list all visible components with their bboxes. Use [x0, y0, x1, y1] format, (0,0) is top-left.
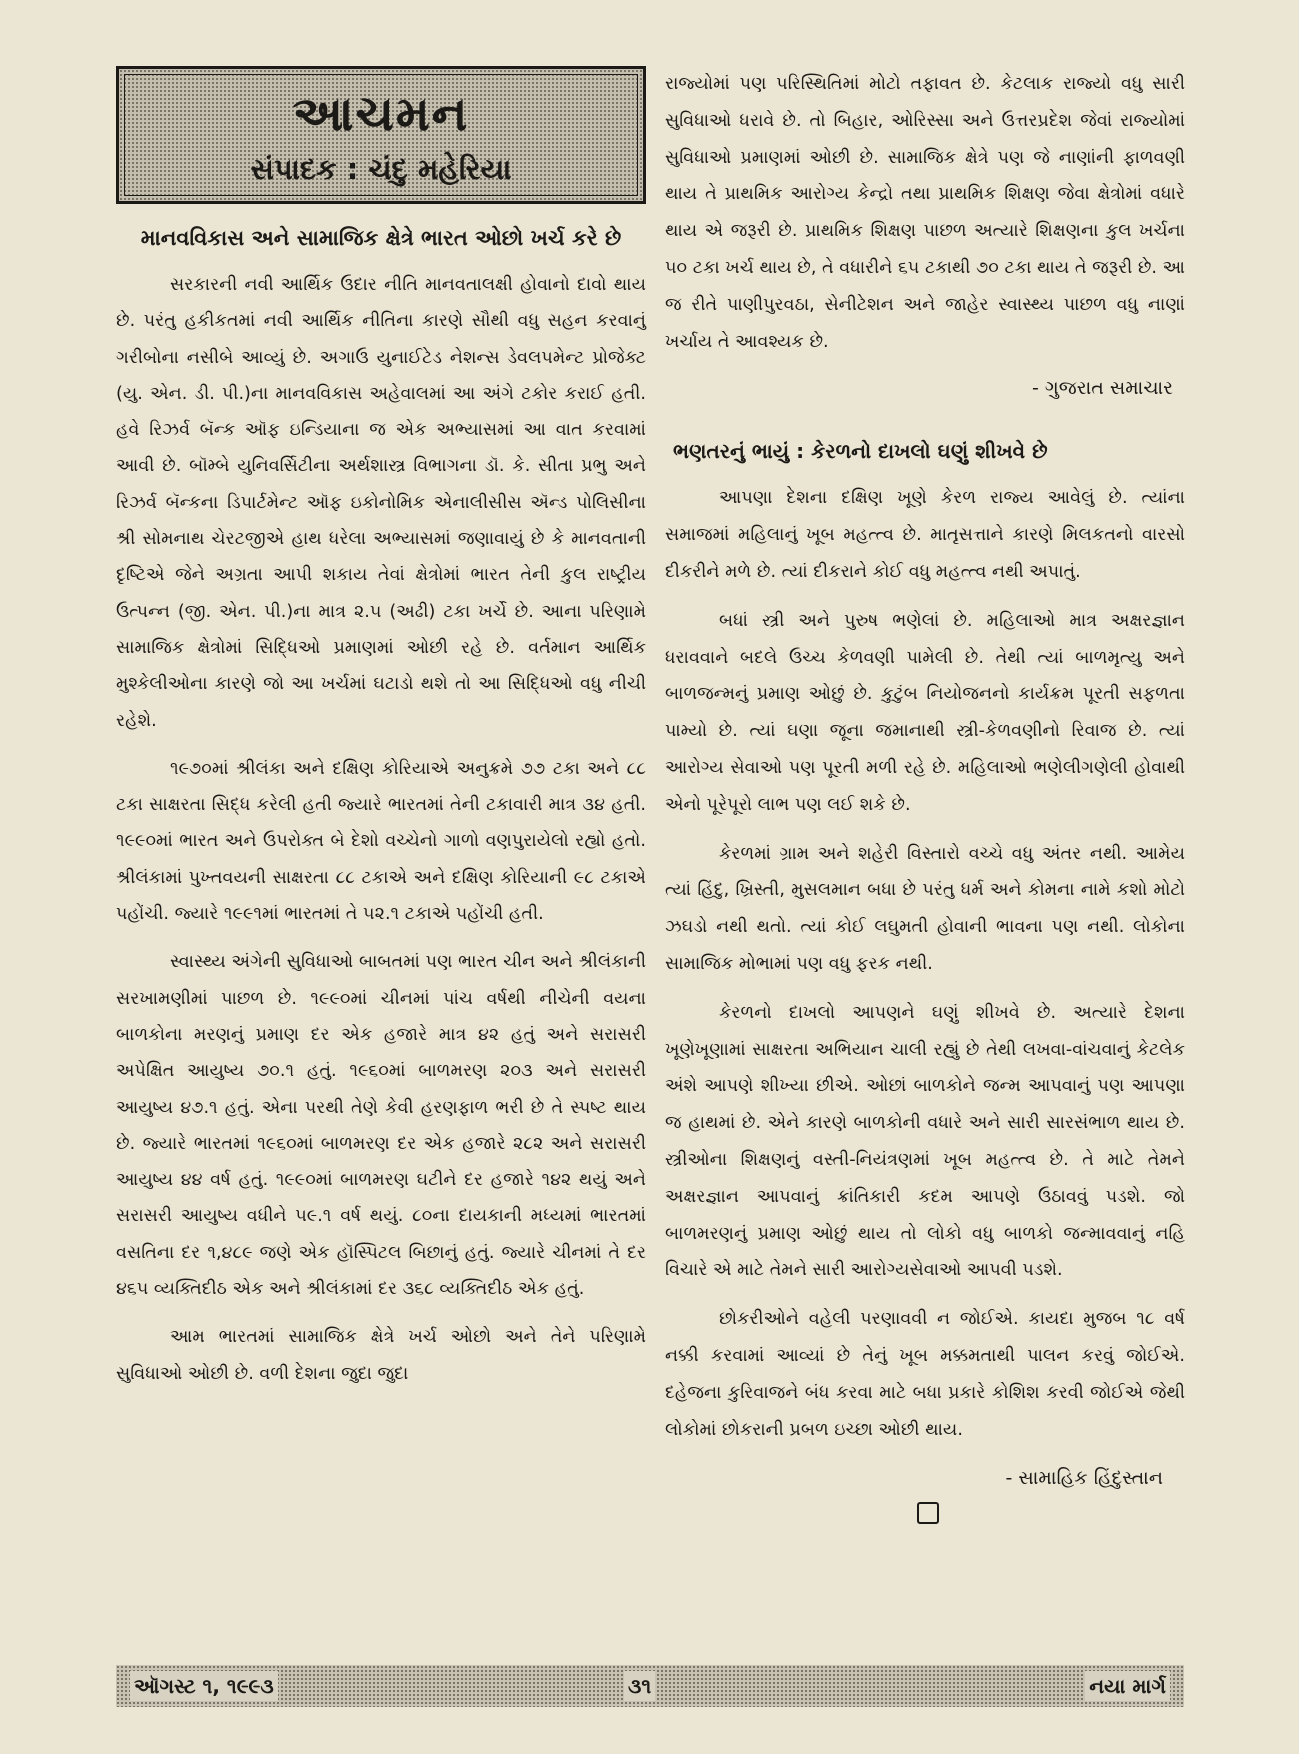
article1-source: - ગુજરાત સમાચાર — [1032, 377, 1173, 400]
article1-paragraph: સરકારની નવી આર્થિક ઉદાર નીતિ માનવતાલક્ષી હોવાનો દાવો થાય છે. પરંતુ હકીકતમાં નવી આર્થિક નીતિના કારણે સૌથી વધુ સહન કરવાનું ગરીબોના નસીબે આવ્યું છે. અગાઉ યુનાઈટેડ નેશન્સ ડેવલપમેન્ટ પ્રોજેક્ટ (યુ. એન. ડી. પી.)ના માનવવિકાસ અહેવાલમાં આ અંગે ટકોર કરાઈ હતી. હવે રિઝર્વ બૅન્ક ઑફ ઇન્ડિયાના જ એક અભ્યાસમાં આ વાત કરવામાં આવી છે. બૉમ્બે યુનિવર્સિટીના અર્થશાસ્ત્ર વિભાગના ડૉ. કે. સીતા પ્રભુ અને રિઝર્વ બૅન્કના ડિપાર્ટમેન્ટ ઑફ ઇકોનોમિક એનાલીસીસ ઍન્ડ પોલિસીના શ્રી સોમનાથ ચેરટજીએ હાથ ધરેલા અભ્યાસમાં જણાવાયું છે કે માનવતાની દૃષ્ટિએ જેને અગ્રતા આપી શકાય તેવાં ક્ષેત્રોમાં ભારત તેની કુલ રાષ્ટ્રીય ઉત્પન્ન (જી. એન. પી.)ના માત્ર ૨.૫ (અઢી) ટકા ખર્ચે છે. આના પરિણામે સામાજિક ક્ષેત્રોમાં સિદ્ધિઓ પ્રમાણમાં ઓછી રહે છે. વર્તમાન આર્થિક મુશ્કેલીઓના કારણે જો આ ખર્ચમાં ઘટાડો થશે તો આ સિદ્ધિઓ વધુ નીચી રહેશે. — [116, 275, 646, 731]
article2-headline: ભણતરનું ભાયું : કેરળનો દાખલો ઘણું શીખવે છે — [673, 439, 1048, 464]
article2-paragraph: કેરળનો દાખલો આપણને ઘણું શીખવે છે. અત્યારે દેશના ખૂણેખૂણામાં સાક્ષરતા અભિયાન ચાલી રહ્યું છે તેથી લખવા-વાંચવાનું કેટલેક અંશે આપણે શીખ્યા છીએ. ઓછાં બાળકોને જન્મ આપવાનું પણ આપણા જ હાથમાં છે. એને કારણે બાળકોની વધારે અને સારી સારસંભાળ થાય છે. સ્ત્રીઓના શિક્ષણનું વસ્તી-નિયંત્રણમાં ખૂબ મહત્ત્વ છે. તે માટે તેમને અક્ષરજ્ઞાન આપવાનું ક્રાંતિકારી કદમ આપણે ઉઠાવવું પડશે. જો બાળમરણનું પ્રમાણ ઓછું થાય તો લોકો વધુ બાળકો જન્માવવાનું નહિ વિચારે એ માટે તેમને સારી આરોગ્યસેવાઓ આપવી પડશે. — [665, 1002, 1185, 1281]
article1-paragraph: આમ ભારતમાં સામાજિક ક્ષેત્રે ખર્ચ ઓછો અને તેને પરિણામે સુવિધાઓ ઓછી છે. વળી દેશના જુદા જુદા — [116, 1327, 646, 1384]
column-masthead — [116, 66, 646, 204]
article1-paragraph: ૧૯૭૦માં શ્રીલંકા અને દક્ષિણ કોરિયાએ અનુક્રમે ૭૭ ટકા અને ૮૮ ટકા સાક્ષરતા સિદ્ધ કરેલી હતી જ્યારે ભારતમાં તેની ટકાવારી માત્ર ૩૪ હતી. ૧૯૯૦માં ભારત અને ઉપરોક્ત બે દેશો વચ્ચેનો ગાળો વણપુરાયેલો રહ્યો હતો. શ્રીલંકામાં પુખ્તવયની સાક્ષરતા ૮૮ ટકાએ અને દક્ષિણ કોરિયાની ૯૮ ટકાએ પહોંચી. જ્યારે ૧૯૯૧માં ભારતમાં તે ૫૨.૧ ટકાએ પહોંચી હતી. — [116, 758, 646, 925]
article1-continuation: રાજ્યોમાં પણ પરિસ્થિતિમાં મોટો તફાવત છે. કેટલાક રાજ્યો વધુ સારી સુવિધાઓ ધરાવે છે. તો બિહાર, ઓરિસ્સા અને ઉત્તરપ્રદેશ જેવાં રાજ્યોમાં સુવિધાઓ પ્રમાણમાં ઓછી છે. સામાજિક ક્ષેત્રે પણ જે નાણાંની ફાળવણી થાય તે પ્રાથમિક આરોગ્ય કેન્દ્રો તથા પ્રાથમિક શિક્ષણ જેવા ક્ષેત્રોમાં વધારે થાય એ જરૂરી છે. પ્રાથમિક શિક્ષણ પાછળ અત્યારે શિક્ષણના કુલ ખર્ચના ૫૦ ટકા ખર્ચ થાય છે, તે વધારીને ૬૫ ટકાથી ૭૦ ટકા થાય તે જરૂરી છે. આ જ રીતે પાણીપુરવઠા, સેનીટેશન અને જાહેર સ્વાસ્થ્ય પાછળ વધુ નાણાં ખર્ચાય તે આવશ્યક છે. — [665, 74, 1185, 352]
footer-date: ઑગસ્ટ ૧, ૧૯૯૩ — [130, 1671, 278, 1701]
article2-paragraph: બધાં સ્ત્રી અને પુરુષ ભણેલાં છે. મહિલાઓ માત્ર અક્ષરજ્ઞાન ધરાવવાને બદલે ઉચ્ચ કેળવણી પામેલી છે. તેથી ત્યાં બાળમૃત્યુ અને બાળજન્મનું પ્રમાણ ઓછું છે. કુટુંબ નિયોજનનો કાર્યક્રમ પૂરતી સફળતા પામ્યો છે. ત્યાં ઘણા જૂના જમાનાથી સ્ત્રી-કેળવણીનો રિવાજ છે. ત્યાં આરોગ્ય સેવાઓ પણ પૂરતી મળી રહે છે. મહિલાઓ ભણેલીગણેલી હોવાથી એનો પૂરેપૂરો લાભ પણ લઈ શકે છે. — [665, 610, 1185, 815]
page-number: ૩૧ — [624, 1671, 655, 1701]
article2-source: - સામાહિક હિંદુસ્તાન — [1005, 1467, 1163, 1490]
column-editor: સંપાદક : ચંદુ મહેરિયા — [250, 152, 512, 186]
magazine-name: નયા માર્ગ — [1085, 1671, 1170, 1701]
article2-paragraph: છોકરીઓને વહેલી પરણાવવી ન જોઈએ. કાયદા મુજબ ૧૮ વર્ષ નક્કી કરવામાં આવ્યાં છે તેનું ખૂબ મક્કમતાથી પાલન કરવું જોઈએ. દહેજના કુરિવાજને બંધ કરવા માટે બધા પ્રકારે કોશિશ કરવી જોઈએ જેથી લોકોમાં છોકરાની પ્રબળ ઇચ્છા ઓછી થાય. — [665, 1309, 1185, 1440]
article1-paragraph: સ્વાસ્થ્ય અંગેની સુવિધાઓ બાબતમાં પણ ભારત ચીન અને શ્રીલંકાની સરખામણીમાં પાછળ છે. ૧૯૯૦માં ચીનમાં પાંચ વર્ષથી નીચેની વયના બાળકોના મરણનું પ્રમાણ દર એક હજારે માત્ર ૪૨ હતું અને સરાસરી અપેક્ષિત આયુષ્ય ૭૦.૧ હતું. ૧૯૬૦માં બાળમરણ ૨૦૩ અને સરાસરી આયુષ્ય ૪૭.૧ હતું. એના પરથી તેણે કેવી હરણફાળ ભરી છે તે સ્પષ્ટ થાય છે. જ્યારે ભારતમાં ૧૯૬૦માં બાળમરણ દર એક હજારે ૨૮૨ અને સરાસરી આયુષ્ય ૪૪ વર્ષ હતું. ૧૯૯૦માં બાળમરણ ઘટીને દર હજારે ૧૪૨ થયું અને સરાસરી આયુષ્ય વધીને ૫૯.૧ વર્ષ થયું. ૮૦ના દાયકાની મધ્યમાં ભારતમાં વસતિના દર ૧,૪૮૯ જણે એક હૉસ્પિટલ બિછાનું હતું. જ્યારે ચીનમાં તે દર ૪૬૫ વ્યક્તિદીઠ એક અને શ્રીલંકામાં દર ૩૬૮ વ્યક્તિદીઠ એક હતું. — [116, 952, 646, 1300]
article2-paragraph: કેરળમાં ગ્રામ અને શહેરી વિસ્તારો વચ્ચે વધુ અંતર નથી. આમેય ત્યાં હિંદુ, ખ્રિસ્તી, મુસલમાન બધા છે પરંતુ ધર્મ અને કોમના નામે કશો મોટો ઝઘડો નથી થતો. ત્યાં કોઈ લઘુમતી હોવાની ભાવના પણ નથી. લોકોના સામાજિક મોભામાં પણ વધુ ફરક નથી. — [665, 843, 1185, 974]
article2-paragraph: આપણા દેશના દક્ષિણ ખૂણે કેરળ રાજ્ય આવેલું છે. ત્યાંના સમાજમાં મહિલાનું ખૂબ મહત્ત્વ છે. માતૃસત્તાને કારણે મિલકતનો વારસો દીકરીને મળે છે. ત્યાં દીકરાને કોઈ વધુ મહત્ત્વ નથી અપાતું. — [665, 488, 1185, 582]
end-of-article-icon — [917, 1502, 939, 1524]
column-title: આચમન — [292, 86, 470, 142]
page-footer — [116, 1665, 1184, 1707]
right-column — [665, 66, 1185, 1524]
article1-headline: માનવવિકાસ અને સામાજિક ક્ષેત્રે ભારત ઓછો ખર્ચ કરે છે — [140, 226, 622, 250]
left-column — [116, 66, 646, 1392]
